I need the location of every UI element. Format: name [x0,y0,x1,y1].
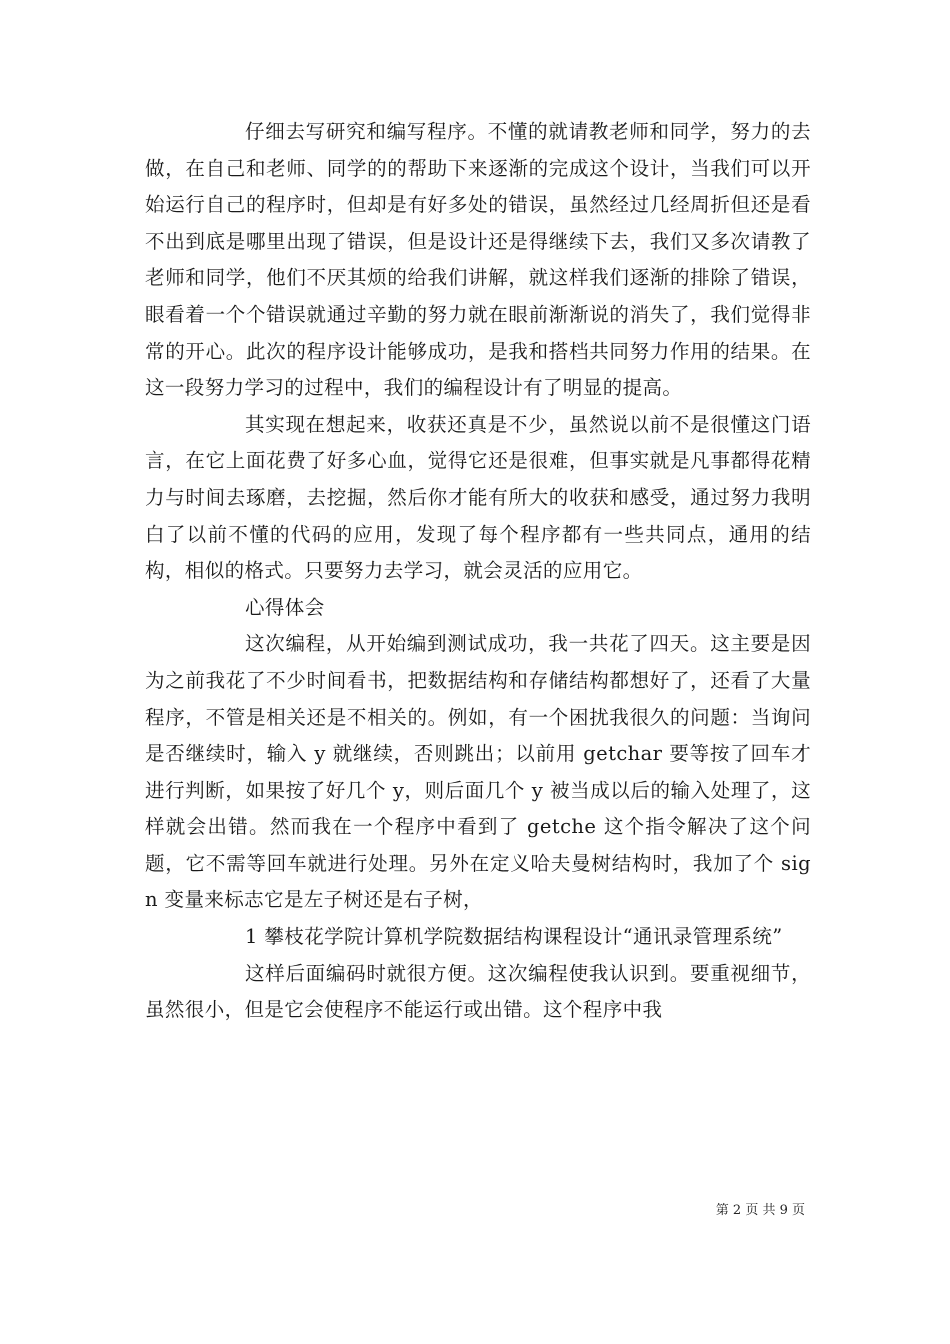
paragraph-program-debugging: 仔细去写研究和编写程序。不懂的就请教老师和同学，努力的去做，在自己和老师、同学的的帮助下来逐渐的完成这个设计，当我们可以开始运行自己的程序时，但却是有好多处的错误，虽然经过几经周折但还是看不出到底是哪里出现了错误，但是设计还是得继续下去，我们又多次请教了老师和同学，他们不厌其烦的给我们讲解，就这样我们逐渐的排除了错误，眼看着一个个错误就通过辛勤的努力就在眼前渐渐说的消失了，我们觉得非常的开心。此次的程序设计能够成功，是我和搭档共同努力作用的结果。在这一段努力学习的过程中，我们的编程设计有了明显的提高。 [145,120,811,400]
document-body [145,114,811,1029]
paragraph-attention-details: 这样后面编码时就很方便。这次编程使我认识到。要重视细节，虽然很小，但是它会使程序不能运行或出错。这个程序中我 [145,961,811,1022]
paragraph-course-design-title: 1 攀枝花学院计算机学院数据结构课程设计“通讯录管理系统” [245,925,783,949]
page-number-footer: 第 2 页 共 9 页 [715,1203,805,1218]
section-heading-experience: 心得体会 [245,595,325,619]
paragraph-coding-days: 这次编程，从开始编到测试成功，我一共花了四天。这主要是因为之前我花了不少时间看书，把数据结构和存储结构都想好了，还看了大量程序，不管是相关还是不相关的。例如，有一个困扰我很久的问题：当询问是否继续时，输入 y 就继续，否则跳出；以前用 getchar 要等按了回车才进行判断，如果按了好几个 y，则后面几个 y 被当成以后的输入处理了，这样就会出错。然而我在一个程序中看到了 getche 这个指令解决了这个问题，它不需等回车就进行处理。另外在定义哈夫曼树结构时，我加了个 sign 变量来标志它是左子树还是右子树， [145,632,811,912]
paragraph-harvest-reflection: 其实现在想起来，收获还真是不少，虽然说以前不是很懂这门语言，在它上面花费了好多心血，觉得它还是很难，但事实就是凡事都得花精力与时间去琢磨，去挖掘，然后你才能有所大的收获和感受，通过努力我明白了以前不懂的代码的应用，发现了每个程序都有一些共同点，通用的结构，相似的格式。只要努力去学习，就会灵活的应用它。 [145,412,811,583]
